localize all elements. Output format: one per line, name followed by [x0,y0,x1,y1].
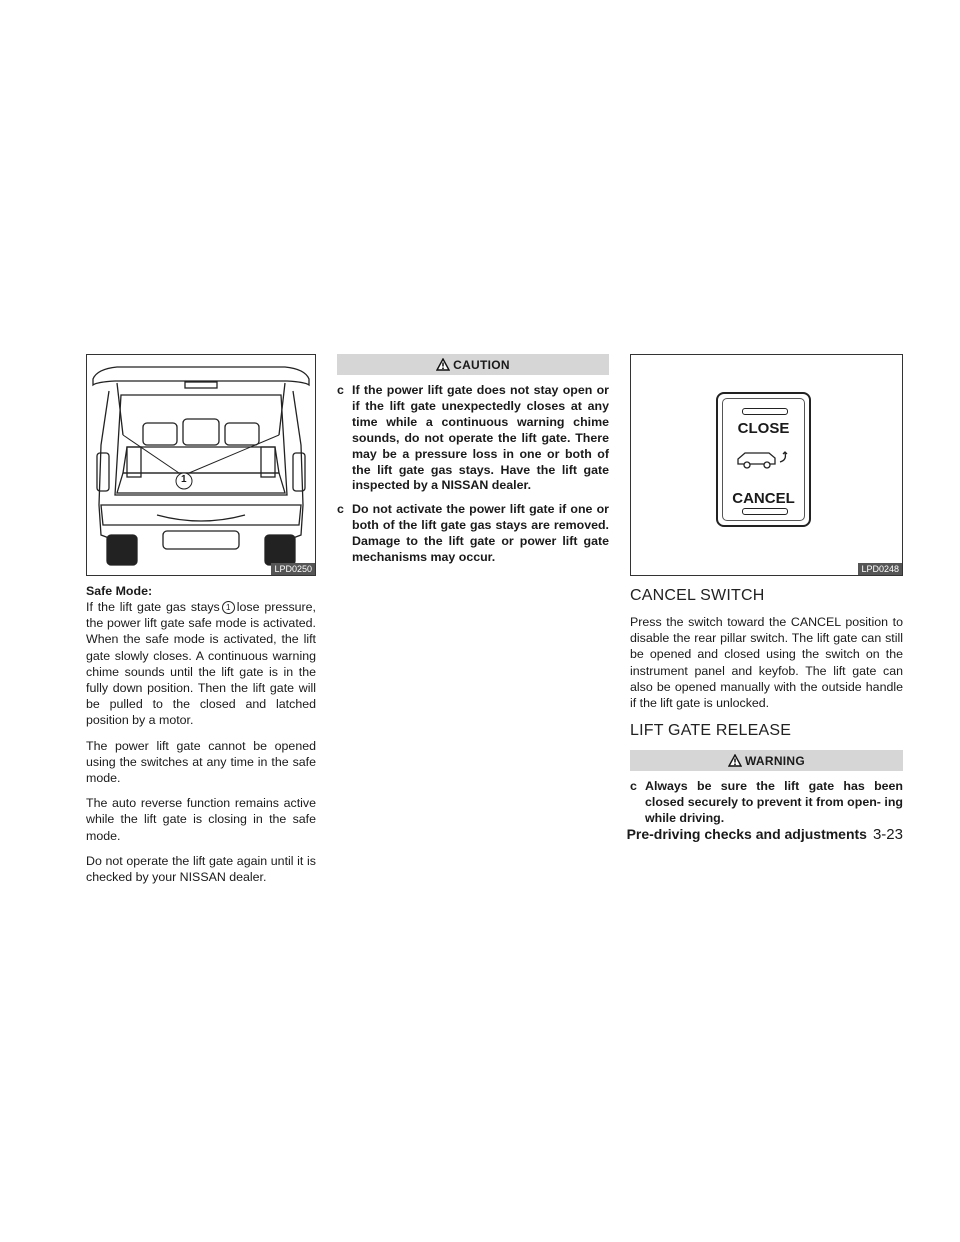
figure-code: LPD0248 [858,563,902,575]
left-column [86,354,316,894]
callout-1-icon: 1 [222,601,235,614]
warning-item [630,779,903,827]
safe-mode-text-start: If the lift gate gas stays [86,600,220,614]
switch-close-label: CLOSE [737,420,790,437]
caution-list [337,383,609,566]
paragraph-switches: The power lift gate cannot be opened using the switches at any time in the safe mode. [86,738,316,786]
bullet-icon: c [337,383,344,397]
caution-item [337,502,609,566]
caution-item-text: Do not activate the power lift gate if one or both of the lift gate gas stays are removed. Damage to the lift gate or power lift gate mechanisms may occur. [352,502,609,565]
caution-triangle-icon [436,358,450,371]
safe-mode-text-rest: lose pressure, the power lift gate safe mode is activated. When the safe mode is activated, the lift gate slowly closes. A continuous warning chime sounds until the lift gate is in the fully down position. Then the lift gate will be pulled to the closed and latched position by a motor. [86,600,316,728]
middle-column [337,354,609,574]
bullet-icon: c [337,502,344,517]
right-column [630,354,903,835]
paragraph-auto-reverse: The auto reverse function remains active while the lift gate is closing in the safe mode. [86,796,316,843]
warning-header [630,750,903,771]
paragraph-dealer-check: Do not operate the lift gate again until it is checked by your NISSAN dealer. [86,853,316,885]
page-number: 3-23 [872,826,903,843]
caution-header [337,354,609,375]
cancel-switch-paragraph: Press the switch toward the CANCEL position to disable the rear pillar switch. The lift gate can still be opened and closed using the switch on the instrument panel and keyfob. The lift gate can also be opened manually with the outside handle if the lift gate is unlocked. [630,615,903,711]
page-footer [589,826,903,843]
liftgate-illustration [87,355,315,575]
caution-title: CAUTION [453,357,510,372]
switch-cancel-label: CANCEL [732,490,795,507]
footer-section-title: Pre-driving checks and adjustments [626,826,867,842]
switch-slot-bottom [742,508,788,515]
warning-triangle-icon [728,754,742,767]
warning-item-text: Always be sure the lift gate has been closed securely to prevent it from open- ing while driving. [645,779,903,826]
caution-item-text: If the power lift gate does not stay open or if the lift gate unexpectedly closes at any time while a continuous warning chime sounds, do not operate the lift gate. There may be a pressure loss in one or both of the lift gate gas stays. Have the lift gate inspected by a NISSAN dealer. [352,383,609,493]
figure-cancel-switch [630,354,903,576]
figure-code: LPD0250 [271,563,315,575]
warning-list [630,779,903,827]
figure-liftgate-open [86,354,316,576]
warning-title: WARNING [744,753,806,768]
section-title-cancel-switch: CANCEL SWITCH [630,587,765,604]
section-title-lift-gate-release: LIFT GATE RELEASE [630,722,792,740]
safe-mode-paragraph [86,599,316,729]
switch-slot-top [742,408,788,415]
liftgate-car-icon [735,450,795,470]
switch-panel [716,392,811,527]
caution-item [337,383,609,494]
bullet-icon: c [630,779,637,794]
subheading-safe-mode: Safe Mode: [86,584,153,598]
figure-callout-1: 1 [181,474,187,485]
